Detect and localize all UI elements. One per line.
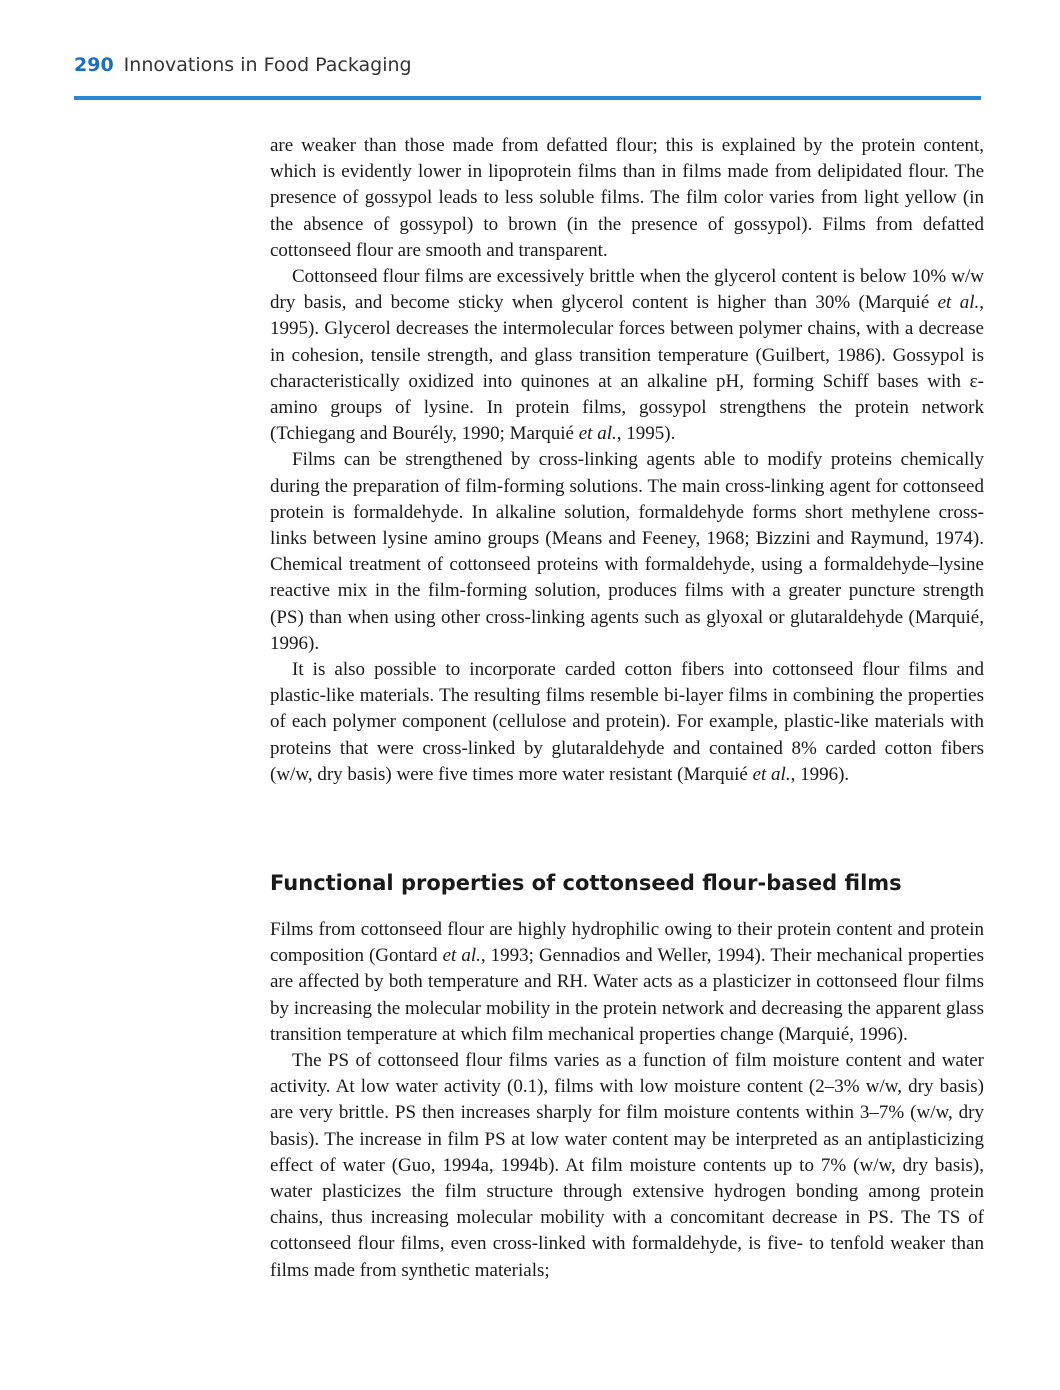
paragraph: Cottonseed flour films are excessively brittle when the glycerol content is below 10% w/w dry basis, and become sticky when glycerol content is higher than 30% (Marquié et al., 1995). Glycerol decreases the intermolecular forces between polymer chains, with a decrease in cohesion, tensile strength, and glass transition temperature (Guilbert, 1986). Gossypol is characteristically oxidized into quinones at an alkaline pH, forming Schiff bases with ε-amino groups of lysine. In protein films, gossypol strengthens the protein network (Tchiegang and Bourély, 1990; Marquié et al., 1995). <box>270 266 984 445</box>
header-rule <box>74 96 981 100</box>
page-number: 290 <box>74 54 114 76</box>
paragraph: It is also possible to incorporate carded cotton fibers into cottonseed flour films and plastic-like materials. The resulting films resemble bi-layer films in combining the properties of each polymer component (cellulose and protein). For example, plastic-like materials with proteins that were cross-linked by glutaraldehyde and contained 8% carded cotton fibers (w/w, dry basis) were five times more water resistant (Marquié et al., 1996). <box>270 659 984 785</box>
section-heading: Functional properties of cottonseed flour-based films <box>270 871 902 895</box>
body-text-block-2 <box>270 917 984 1284</box>
running-title: Innovations in Food Packaging <box>123 54 412 76</box>
paragraph: are weaker than those made from defatted flour; this is explained by the protein content, which is evidently lower in lipoprotein films than in films made from delipidated flour. The presence of gossypol leads to less soluble films. The film color varies from light yellow (in the absence of gossypol) to brown (in the presence of gossypol). Films from defatted cottonseed flour are smooth and transparent. <box>270 135 984 261</box>
body-text-block-1 <box>270 133 984 788</box>
paragraph: The PS of cottonseed flour films varies as a function of film moisture content and water activity. At low water activity (0.1), films with low moisture content (2–3% w/w, dry basis) are very brittle. PS then increases sharply for film moisture contents within 3–7% (w/w, dry basis). The increase in film PS at low water content may be interpreted as an antiplasticizing effect of water (Guo, 1994a, 1994b). At film moisture contents up to 7% (w/w, dry basis), water plasticizes the film structure through extensive hydrogen bonding among protein chains, thus increasing molecular mobility with a concomitant decrease in PS. The TS of cottonseed flour films, even cross-linked with formaldehyde, is five- to tenfold weaker than films made from synthetic materials; <box>270 1050 984 1281</box>
paragraph: Films can be strengthened by cross-linking agents able to modify proteins chemically during the preparation of film-forming solutions. The main cross-linking agent for cottonseed protein is formaldehyde. In alkaline solution, formaldehyde forms short methylene cross-links between lysine amino groups (Means and Feeney, 1968; Bizzini and Raymund, 1974). Chemical treatment of cottonseed proteins with formaldehyde, using a formaldehyde–lysine reactive mix in the film-forming solution, produces films with a greater puncture strength (PS) than when using other cross-linking agents such as glyoxal or glutaraldehyde (Marquié, 1996). <box>270 449 984 654</box>
running-head <box>74 54 412 76</box>
paragraph: Films from cottonseed flour are highly hydrophilic owing to their protein content and protein composition (Gontard et al., 1993; Gennadios and Weller, 1994). Their mechanical properties are affected by both temperature and RH. Water acts as a plasticizer in cottonseed flour films by increasing the molecular mobility in the protein network and decreasing the apparent glass transition temperature at which film mechanical properties change (Marquié, 1996). <box>270 919 984 1045</box>
